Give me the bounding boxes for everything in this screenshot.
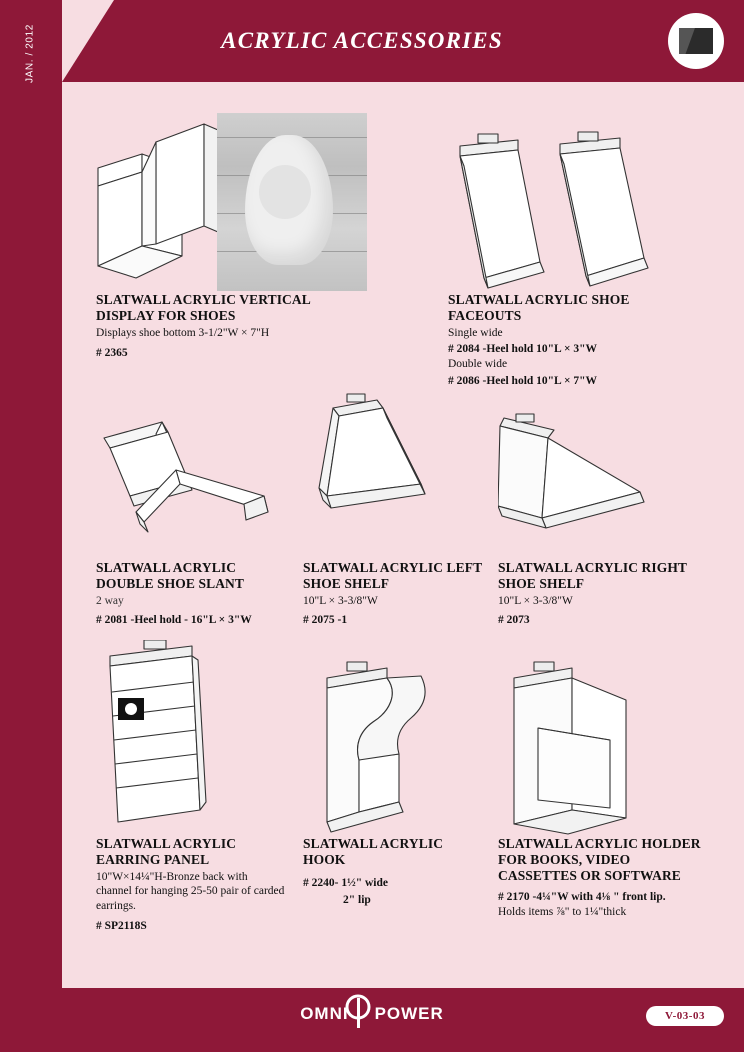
product-item <box>498 660 703 920</box>
spine-date: JAN. / 2012 <box>24 24 36 83</box>
product-title: SLATWALL ACRYLIC LEFT SHOE SHELF <box>303 560 482 591</box>
product-item <box>498 408 688 628</box>
product-sku: # SP2118S <box>96 919 147 932</box>
product-title: SLATWALL ACRYLIC HOOK <box>303 836 444 867</box>
product-item <box>96 400 296 628</box>
product-line: Double wide <box>448 358 508 371</box>
product-item <box>448 130 688 388</box>
product-title: SLATWALL ACRYLIC SHOE FACEOUTS <box>448 292 630 323</box>
product-sku: # 2170 -4¼"W with 4⅛ " front lip. <box>498 890 666 903</box>
product-sku: # 2081 -Heel hold - 16"L × 3"W <box>96 614 252 627</box>
product-sku: # 2084 -Heel hold 10"L × 3"W <box>448 343 598 356</box>
product-item <box>96 640 286 934</box>
product-title: SLATWALL ACRYLIC DOUBLE SHOE SLANT <box>96 560 244 591</box>
shoe-on-slatwall-photo <box>217 113 367 291</box>
acrylic-sample-icon <box>668 13 724 69</box>
product-title: SLATWALL ACRYLIC HOLDER FOR BOOKS, VIDEO CASSETTES OR SOFTWARE <box>498 836 701 883</box>
book-video-holder-illustration <box>498 660 703 836</box>
product-desc: 10"L × 3-3/8"W <box>303 594 378 607</box>
right-shoe-shelf-illustration <box>498 408 688 560</box>
omni-power-logo-icon <box>345 994 375 1030</box>
brand-omni: OMNI <box>300 1004 349 1023</box>
product-sku: # 2073 <box>498 614 530 627</box>
product-sku: # 2240- 1½" wide <box>303 876 388 889</box>
page-spine <box>0 0 62 1052</box>
shoe-faceouts-illustration <box>448 130 688 292</box>
product-sku: # 2086 -Heel hold 10"L × 7"W <box>448 374 598 387</box>
product-title: SLATWALL ACRYLIC EARRING PANEL <box>96 836 237 867</box>
product-sku: # 2075 -1 <box>303 614 348 627</box>
product-title: SLATWALL ACRYLIC RIGHT SHOE SHELF <box>498 560 687 591</box>
product-sku-note: Holds items ⅞" to 1¼"thick <box>498 905 627 918</box>
acrylic-hook-illustration <box>303 660 473 836</box>
product-sku-lip: 2" lip <box>343 893 371 906</box>
product-desc: 10"W×14¼"H-Bronze back with channel for hanging 25-50 pair of carded earrings. <box>96 870 285 912</box>
left-shoe-shelf-illustration <box>303 392 488 560</box>
product-line: Single wide <box>448 326 503 339</box>
product-title: SLATWALL ACRYLIC VERTICAL DISPLAY FOR SHOES <box>96 292 311 323</box>
product-sku: # 2365 <box>96 347 128 360</box>
page-number-badge: V-03-03 <box>646 1006 724 1026</box>
double-shoe-slant-illustration <box>96 400 296 560</box>
product-item <box>303 392 488 628</box>
product-item <box>303 660 473 908</box>
product-desc: 2 way <box>96 594 124 607</box>
product-desc: Displays shoe bottom 3-1/2"W × 7"H <box>96 326 270 339</box>
product-desc: 10"L × 3-3/8"W <box>498 594 573 607</box>
brand-power: POWER <box>374 1004 444 1023</box>
earring-panel-illustration <box>96 640 286 836</box>
page-title: ACRYLIC ACCESSORIES <box>221 28 503 53</box>
